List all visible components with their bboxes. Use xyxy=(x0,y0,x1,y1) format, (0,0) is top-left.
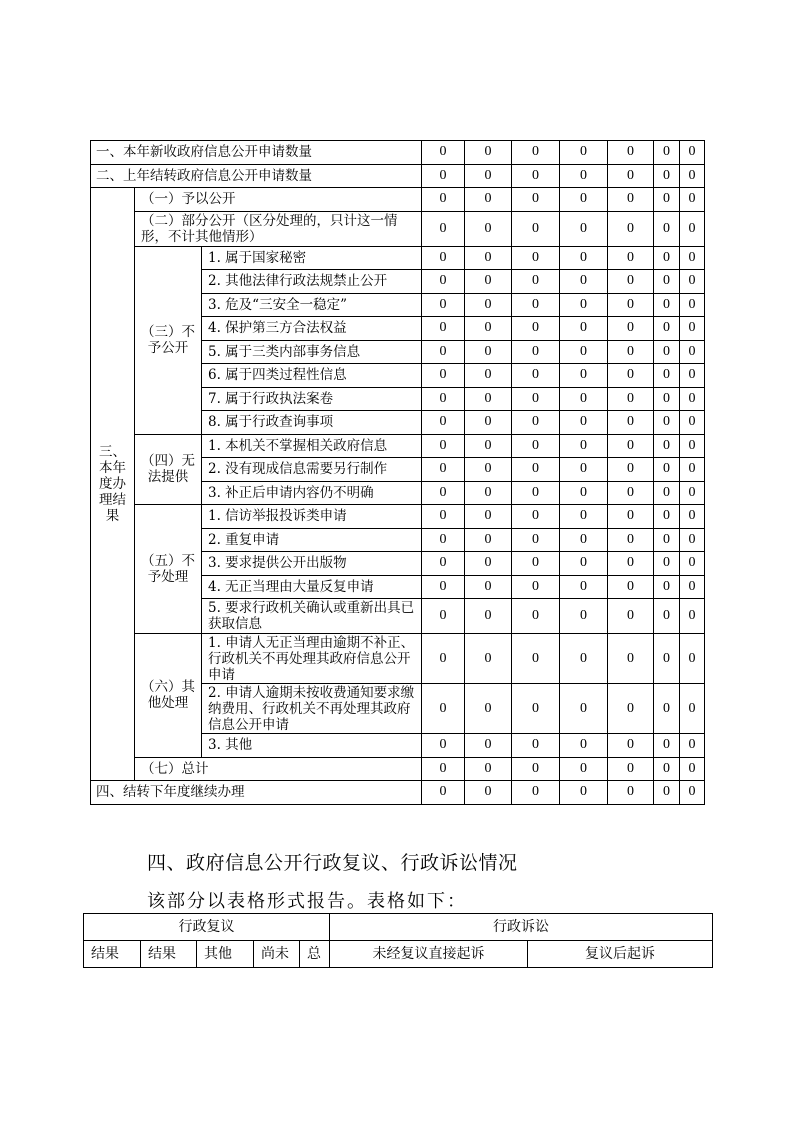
value-cell: 0 xyxy=(422,164,465,188)
value-cell: 0 xyxy=(422,528,465,552)
value-cell: 0 xyxy=(512,734,560,758)
value-cell: 0 xyxy=(654,684,680,734)
value-cell: 0 xyxy=(465,340,512,364)
value-cell: 0 xyxy=(680,528,705,552)
group-label: （五）不予处理 xyxy=(135,505,202,634)
item-label: 4. 保护第三方合法权益 xyxy=(202,317,422,341)
value-cell: 0 xyxy=(608,552,654,576)
table-row xyxy=(91,141,705,165)
group-label: （六）其他处理 xyxy=(135,634,202,758)
value-cell: 0 xyxy=(608,387,654,411)
value-cell: 0 xyxy=(560,599,608,634)
value-cell: 0 xyxy=(465,293,512,317)
value-cell: 0 xyxy=(608,141,654,165)
value-cell: 0 xyxy=(512,164,560,188)
value-cell: 0 xyxy=(654,246,680,270)
value-cell: 0 xyxy=(680,188,705,212)
value-cell: 0 xyxy=(422,141,465,165)
table-row xyxy=(91,505,705,529)
direct-suit-header: 未经复议直接起诉 xyxy=(330,941,528,968)
value-cell: 0 xyxy=(680,270,705,294)
value-cell: 0 xyxy=(608,528,654,552)
value-cell: 0 xyxy=(560,364,608,388)
table-row xyxy=(91,211,705,246)
value-cell: 0 xyxy=(560,781,608,805)
value-cell: 0 xyxy=(560,246,608,270)
value-cell: 0 xyxy=(465,164,512,188)
value-cell: 0 xyxy=(680,684,705,734)
value-cell: 0 xyxy=(512,246,560,270)
value-cell: 0 xyxy=(654,757,680,781)
value-cell: 0 xyxy=(560,552,608,576)
value-cell: 0 xyxy=(512,317,560,341)
value-cell: 0 xyxy=(654,781,680,805)
item-label: 2. 重复申请 xyxy=(202,528,422,552)
value-cell: 0 xyxy=(465,599,512,634)
value-cell: 0 xyxy=(422,781,465,805)
value-cell: 0 xyxy=(560,458,608,482)
item-label: 3. 补正后申请内容仍不明确 xyxy=(202,481,422,505)
value-cell: 0 xyxy=(465,575,512,599)
value-cell: 0 xyxy=(654,734,680,758)
item-label: 3. 要求提供公开出版物 xyxy=(202,552,422,576)
value-cell: 0 xyxy=(512,188,560,212)
row-label: （一）予以公开 xyxy=(135,188,422,212)
value-cell: 0 xyxy=(422,505,465,529)
value-cell: 0 xyxy=(422,599,465,634)
value-cell: 0 xyxy=(465,317,512,341)
value-cell: 0 xyxy=(608,481,654,505)
value-cell: 0 xyxy=(512,575,560,599)
subheader-other: 其他 xyxy=(197,941,254,968)
litigation-header: 行政诉讼 xyxy=(330,914,713,941)
value-cell: 0 xyxy=(654,634,680,684)
value-cell: 0 xyxy=(680,317,705,341)
value-cell: 0 xyxy=(560,340,608,364)
value-cell: 0 xyxy=(654,434,680,458)
value-cell: 0 xyxy=(608,599,654,634)
table-row xyxy=(91,757,705,781)
value-cell: 0 xyxy=(465,387,512,411)
admin-review-header: 行政复议 xyxy=(84,914,330,941)
item-label: 5. 要求行政机关确认或重新出具已获取信息 xyxy=(202,599,422,634)
value-cell: 0 xyxy=(512,340,560,364)
table-row xyxy=(91,188,705,212)
value-cell: 0 xyxy=(465,734,512,758)
value-cell: 0 xyxy=(422,734,465,758)
value-cell: 0 xyxy=(465,552,512,576)
value-cell: 0 xyxy=(422,684,465,734)
row-label: 一、本年新收政府信息公开申请数量 xyxy=(91,141,422,165)
subheader-result-2: 结果 xyxy=(141,941,197,968)
value-cell: 0 xyxy=(512,458,560,482)
value-cell: 0 xyxy=(512,481,560,505)
value-cell: 0 xyxy=(512,757,560,781)
value-cell: 0 xyxy=(512,528,560,552)
item-label: 2. 其他法律行政法规禁止公开 xyxy=(202,270,422,294)
value-cell: 0 xyxy=(654,528,680,552)
value-cell: 0 xyxy=(680,340,705,364)
value-cell: 0 xyxy=(465,481,512,505)
value-cell: 0 xyxy=(560,434,608,458)
value-cell: 0 xyxy=(512,211,560,246)
item-label: 1. 属于国家秘密 xyxy=(202,246,422,270)
table-row xyxy=(91,781,705,805)
value-cell: 0 xyxy=(608,575,654,599)
value-cell: 0 xyxy=(465,211,512,246)
value-cell: 0 xyxy=(608,734,654,758)
value-cell: 0 xyxy=(680,634,705,684)
value-cell: 0 xyxy=(465,434,512,458)
value-cell: 0 xyxy=(680,781,705,805)
value-cell: 0 xyxy=(560,528,608,552)
item-label: 1. 申请人无正当理由逾期不补正、行政机关不再处理其政府信息公开申请 xyxy=(202,634,422,684)
value-cell: 0 xyxy=(608,684,654,734)
value-cell: 0 xyxy=(680,481,705,505)
value-cell: 0 xyxy=(422,458,465,482)
value-cell: 0 xyxy=(512,505,560,529)
item-label: 4. 无正当理由大量反复申请 xyxy=(202,575,422,599)
value-cell: 0 xyxy=(512,270,560,294)
value-cell: 0 xyxy=(608,364,654,388)
item-label: 6. 属于四类过程性信息 xyxy=(202,364,422,388)
value-cell: 0 xyxy=(608,246,654,270)
subheader-result-1: 结果 xyxy=(84,941,141,968)
subheader-total: 总 xyxy=(300,941,330,968)
value-cell: 0 xyxy=(422,293,465,317)
value-cell: 0 xyxy=(512,552,560,576)
review-litigation-table xyxy=(83,913,713,968)
value-cell: 0 xyxy=(422,188,465,212)
value-cell: 0 xyxy=(422,364,465,388)
table-row xyxy=(91,164,705,188)
value-cell: 0 xyxy=(422,211,465,246)
value-cell: 0 xyxy=(680,458,705,482)
value-cell: 0 xyxy=(680,211,705,246)
item-label: 1. 信访举报投诉类申请 xyxy=(202,505,422,529)
row-label: （七）总计 xyxy=(135,757,422,781)
value-cell: 0 xyxy=(422,411,465,435)
value-cell: 0 xyxy=(654,211,680,246)
value-cell: 0 xyxy=(512,634,560,684)
item-label: 2. 没有现成信息需要另行制作 xyxy=(202,458,422,482)
table-row xyxy=(91,246,705,270)
value-cell: 0 xyxy=(680,505,705,529)
after-review-header: 复议后起诉 xyxy=(528,941,713,968)
value-cell: 0 xyxy=(512,387,560,411)
value-cell: 0 xyxy=(680,734,705,758)
item-label: 1. 本机关不掌握相关政府信息 xyxy=(202,434,422,458)
value-cell: 0 xyxy=(654,188,680,212)
value-cell: 0 xyxy=(512,599,560,634)
value-cell: 0 xyxy=(608,164,654,188)
table-row xyxy=(91,634,705,684)
value-cell: 0 xyxy=(560,317,608,341)
value-cell: 0 xyxy=(422,481,465,505)
value-cell: 0 xyxy=(422,317,465,341)
value-cell: 0 xyxy=(465,684,512,734)
value-cell: 0 xyxy=(512,684,560,734)
value-cell: 0 xyxy=(422,387,465,411)
value-cell: 0 xyxy=(422,246,465,270)
value-cell: 0 xyxy=(465,757,512,781)
value-cell: 0 xyxy=(654,505,680,529)
value-cell: 0 xyxy=(608,317,654,341)
value-cell: 0 xyxy=(512,293,560,317)
value-cell: 0 xyxy=(560,141,608,165)
item-label: 3. 其他 xyxy=(202,734,422,758)
value-cell: 0 xyxy=(654,340,680,364)
value-cell: 0 xyxy=(465,141,512,165)
section-heading: 四、政府信息公开行政复议、行政诉讼情况 xyxy=(147,852,518,874)
value-cell: 0 xyxy=(560,684,608,734)
value-cell: 0 xyxy=(422,575,465,599)
value-cell: 0 xyxy=(608,340,654,364)
value-cell: 0 xyxy=(465,270,512,294)
value-cell: 0 xyxy=(680,246,705,270)
application-stats-table xyxy=(90,140,705,805)
value-cell: 0 xyxy=(560,211,608,246)
value-cell: 0 xyxy=(654,599,680,634)
value-cell: 0 xyxy=(608,211,654,246)
value-cell: 0 xyxy=(680,364,705,388)
value-cell: 0 xyxy=(422,340,465,364)
value-cell: 0 xyxy=(560,757,608,781)
value-cell: 0 xyxy=(680,164,705,188)
value-cell: 0 xyxy=(465,364,512,388)
value-cell: 0 xyxy=(654,364,680,388)
group-label: （四）无法提供 xyxy=(135,434,202,505)
value-cell: 0 xyxy=(560,293,608,317)
value-cell: 0 xyxy=(608,634,654,684)
value-cell: 0 xyxy=(512,781,560,805)
value-cell: 0 xyxy=(654,164,680,188)
row-label: （二）部分公开（区分处理的，只计这一情形，不计其他情形） xyxy=(135,211,422,246)
value-cell: 0 xyxy=(560,734,608,758)
value-cell: 0 xyxy=(560,505,608,529)
value-cell: 0 xyxy=(422,434,465,458)
value-cell: 0 xyxy=(608,411,654,435)
value-cell: 0 xyxy=(512,364,560,388)
value-cell: 0 xyxy=(560,481,608,505)
subheader-pending: 尚未 xyxy=(254,941,300,968)
value-cell: 0 xyxy=(465,188,512,212)
value-cell: 0 xyxy=(465,781,512,805)
value-cell: 0 xyxy=(680,293,705,317)
value-cell: 0 xyxy=(608,434,654,458)
value-cell: 0 xyxy=(422,270,465,294)
value-cell: 0 xyxy=(560,575,608,599)
item-label: 2. 申请人逾期未按收费通知要求缴纳费用、行政机关不再处理其政府信息公开申请 xyxy=(202,684,422,734)
value-cell: 0 xyxy=(654,293,680,317)
value-cell: 0 xyxy=(465,505,512,529)
value-cell: 0 xyxy=(654,458,680,482)
table-row xyxy=(91,434,705,458)
value-cell: 0 xyxy=(465,528,512,552)
value-cell: 0 xyxy=(560,411,608,435)
value-cell: 0 xyxy=(654,141,680,165)
value-cell: 0 xyxy=(680,387,705,411)
value-cell: 0 xyxy=(465,246,512,270)
group-label: （三）不予公开 xyxy=(135,246,202,434)
value-cell: 0 xyxy=(680,141,705,165)
value-cell: 0 xyxy=(654,481,680,505)
value-cell: 0 xyxy=(680,411,705,435)
value-cell: 0 xyxy=(654,387,680,411)
value-cell: 0 xyxy=(512,434,560,458)
row-label: 二、上年结转政府信息公开申请数量 xyxy=(91,164,422,188)
value-cell: 0 xyxy=(654,411,680,435)
item-label: 5. 属于三类内部事务信息 xyxy=(202,340,422,364)
value-cell: 0 xyxy=(422,757,465,781)
value-cell: 0 xyxy=(422,634,465,684)
value-cell: 0 xyxy=(608,757,654,781)
value-cell: 0 xyxy=(608,188,654,212)
value-cell: 0 xyxy=(680,599,705,634)
item-label: 3. 危及“三安全一稳定” xyxy=(202,293,422,317)
value-cell: 0 xyxy=(560,164,608,188)
value-cell: 0 xyxy=(680,575,705,599)
row-label: 四、结转下年度继续办理 xyxy=(91,781,422,805)
value-cell: 0 xyxy=(654,317,680,341)
value-cell: 0 xyxy=(560,188,608,212)
value-cell: 0 xyxy=(680,434,705,458)
value-cell: 0 xyxy=(680,757,705,781)
value-cell: 0 xyxy=(608,505,654,529)
value-cell: 0 xyxy=(560,634,608,684)
value-cell: 0 xyxy=(465,634,512,684)
value-cell: 0 xyxy=(465,411,512,435)
value-cell: 0 xyxy=(512,141,560,165)
value-cell: 0 xyxy=(465,458,512,482)
value-cell: 0 xyxy=(560,387,608,411)
section-3-label: 三、本年度办理结果 xyxy=(91,188,135,781)
section-intro: 该部分以表格形式报告。表格如下： xyxy=(147,891,467,912)
value-cell: 0 xyxy=(680,552,705,576)
item-label: 8. 属于行政查询事项 xyxy=(202,411,422,435)
item-label: 7. 属于行政执法案卷 xyxy=(202,387,422,411)
value-cell: 0 xyxy=(512,411,560,435)
value-cell: 0 xyxy=(560,270,608,294)
value-cell: 0 xyxy=(422,552,465,576)
value-cell: 0 xyxy=(608,781,654,805)
value-cell: 0 xyxy=(654,552,680,576)
value-cell: 0 xyxy=(608,293,654,317)
value-cell: 0 xyxy=(608,458,654,482)
value-cell: 0 xyxy=(654,575,680,599)
value-cell: 0 xyxy=(654,270,680,294)
value-cell: 0 xyxy=(608,270,654,294)
